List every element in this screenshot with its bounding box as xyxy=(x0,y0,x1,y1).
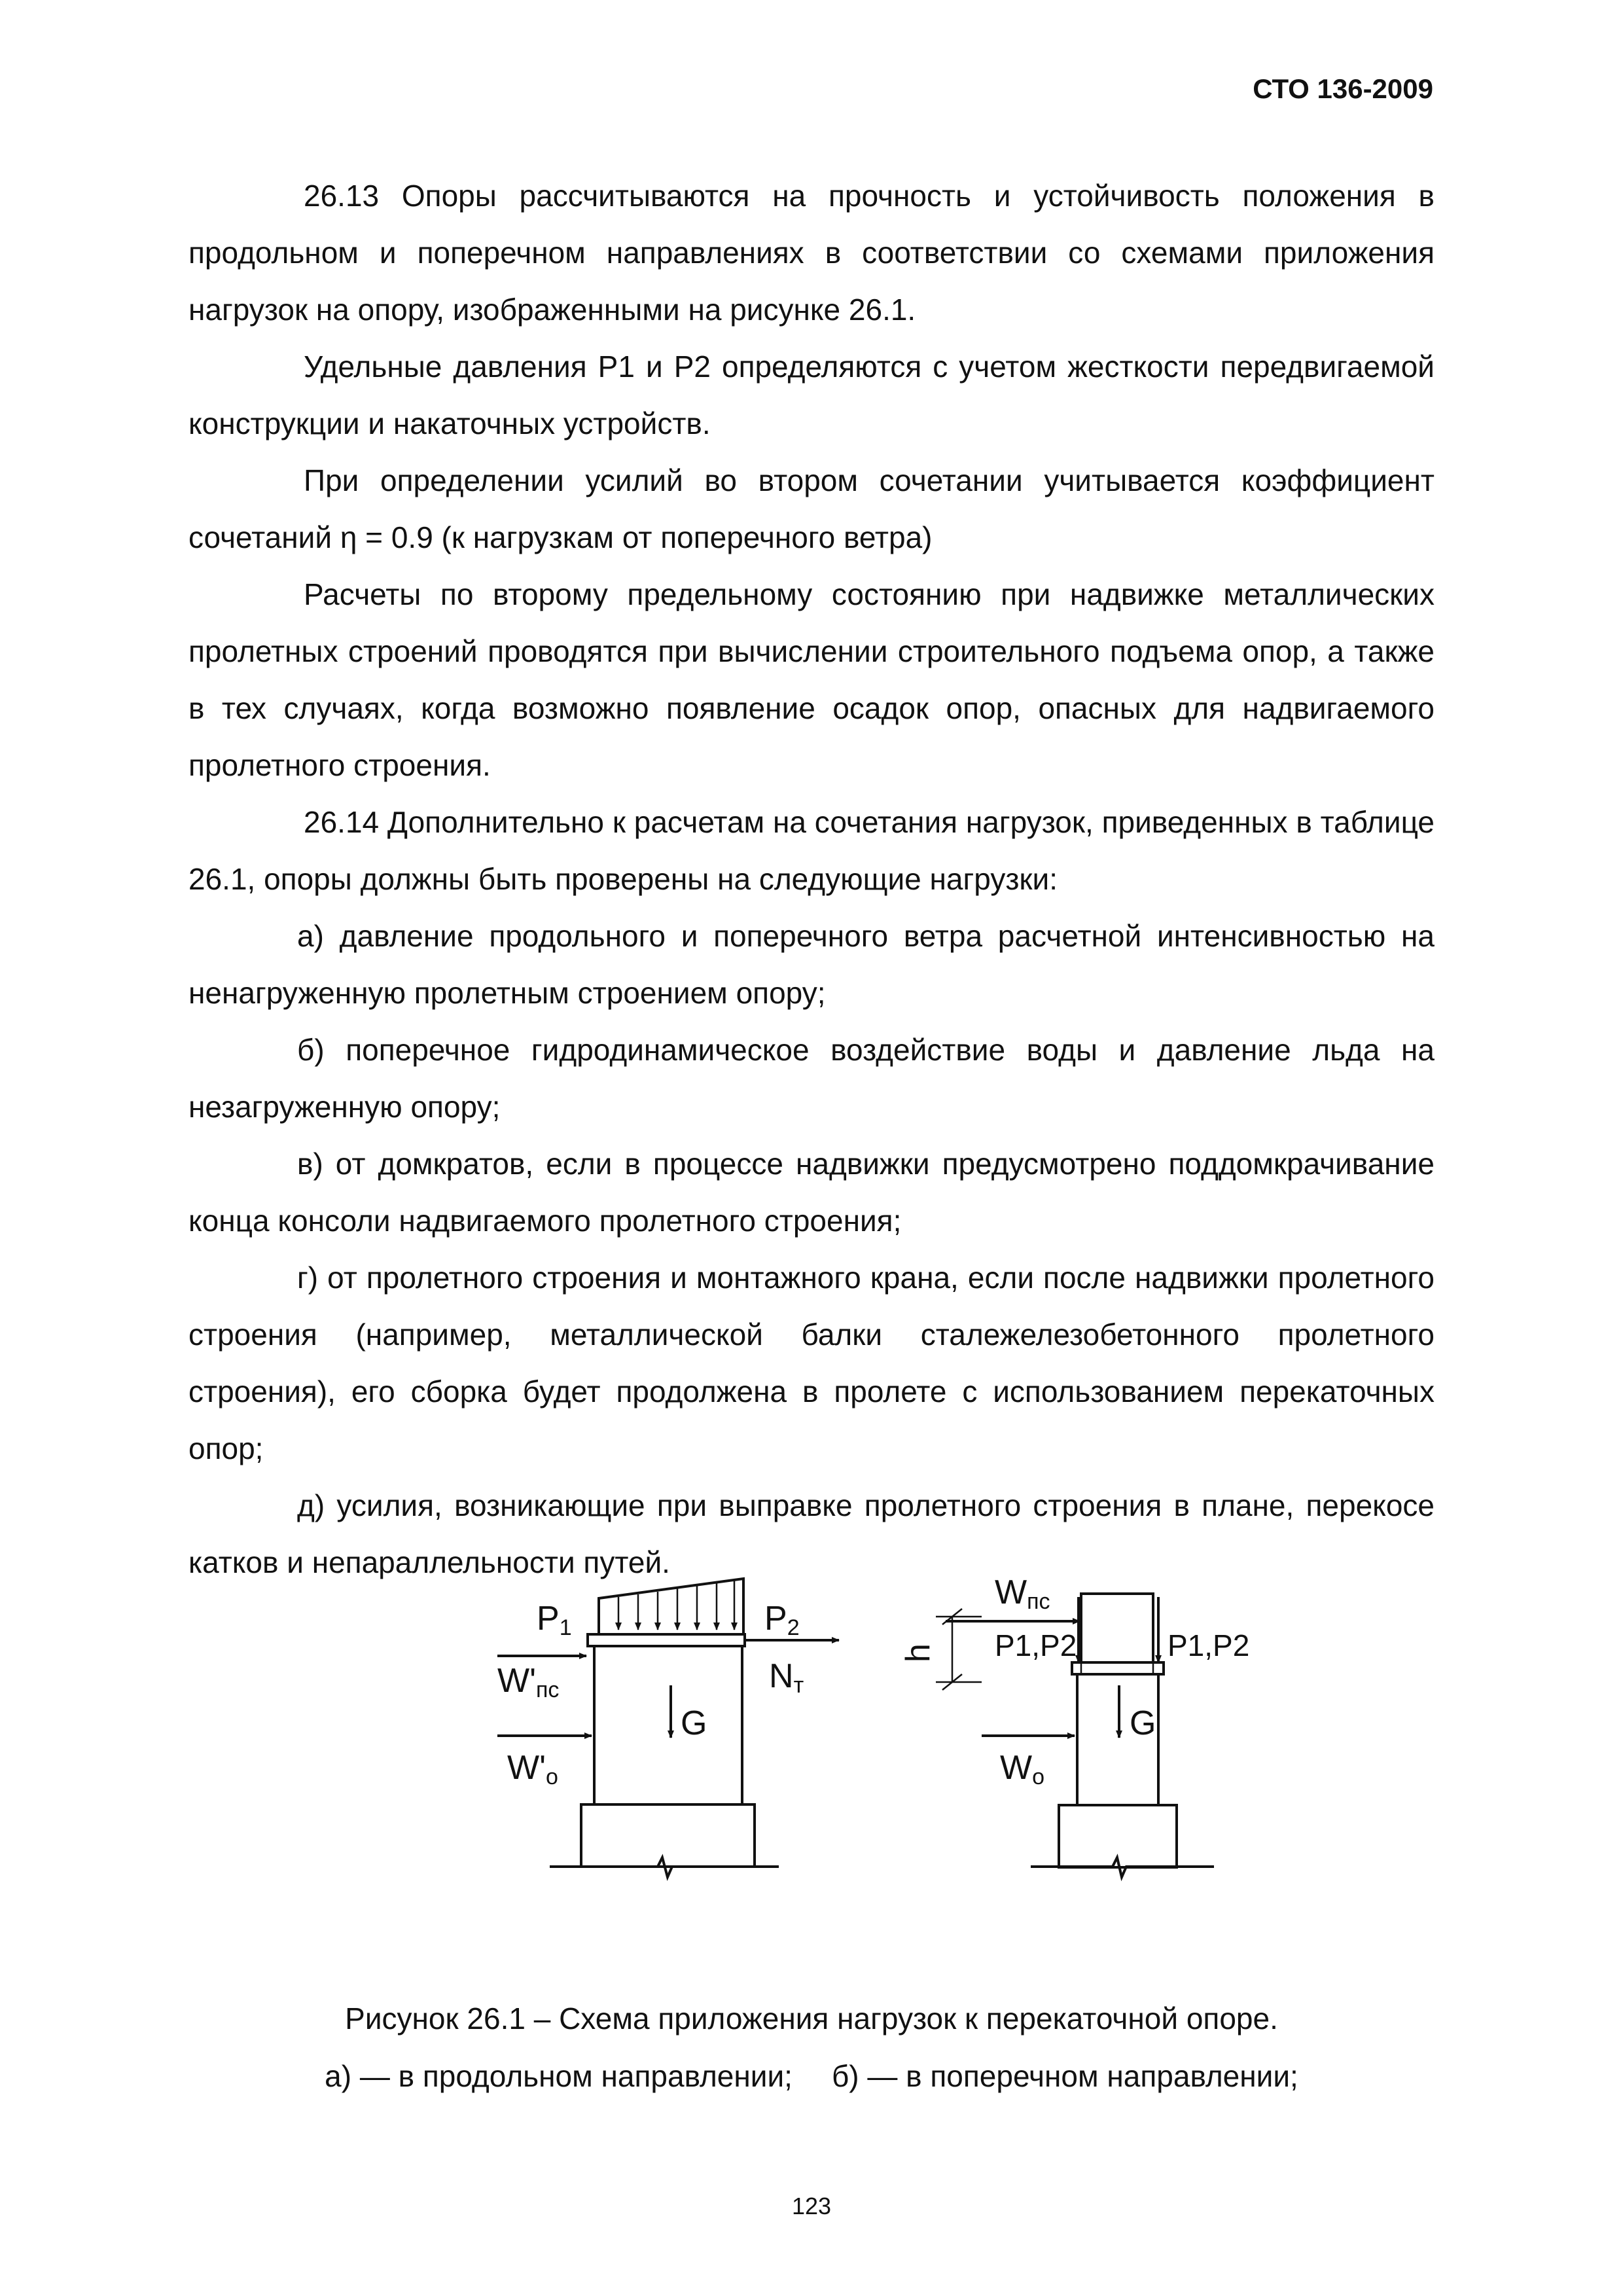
paragraph: При определении усилий во втором сочетании учитывается коэффициент сочетаний η = 0.9 (к нагрузкам от поперечного ветра) xyxy=(188,463,1435,554)
label-g-left: G xyxy=(681,1704,707,1742)
paragraph: 26.14 Дополнительно к расчетам на сочетания нагрузок, приведенных в таблице 26.1, опоры должны быть проверены на следующие нагрузки: xyxy=(188,805,1435,896)
caption-title: Рисунок 26.1 – Схема приложения нагрузок к перекаточной опоре. xyxy=(345,2001,1278,2036)
label-h: h xyxy=(899,1643,937,1662)
caption-sub-a: а) — в продольном направлении; xyxy=(325,2059,793,2093)
list-item: а) давление продольного и поперечного ветра расчетной интенсивностью на ненагруженную пролетным строением опору; xyxy=(188,919,1435,1010)
caption-sub-b: б) — в поперечном направлении; xyxy=(831,2059,1298,2093)
label-wo-prime: W'о xyxy=(507,1749,558,1789)
label-p2: P2 xyxy=(764,1600,800,1640)
foundation xyxy=(581,1804,755,1867)
label-p1: P1 xyxy=(537,1600,572,1640)
page-number: 123 xyxy=(791,2193,832,2219)
body-text xyxy=(188,168,1435,1591)
label-nt: Nт xyxy=(769,1657,804,1698)
paragraph: Расчеты по второму предельному состоянию при надвижке металлических пролетных строений проводятся при вычислении строительного подъема опор, а также в тех случаях, когда возможно появление осадок опор, опасных для надвигаемого пролетного строения. xyxy=(188,577,1435,782)
paragraph: Удельные давления Р1 и Р2 определяются с учетом жесткости передвигаемой конструкции и накаточных устройств. xyxy=(188,350,1435,440)
pier-body xyxy=(594,1646,742,1804)
rail-cap xyxy=(1072,1662,1164,1674)
paragraph: 26.13 Опоры рассчитываются на прочность и устойчивость положения в продольном и поперечном направлениях в соответствии со схемами приложения нагрузок на опору, изображенными на рисунке 26.1. xyxy=(188,179,1435,327)
document-code: СТО 136-2009 xyxy=(1253,73,1433,104)
girder xyxy=(1081,1594,1153,1662)
load-scheme-figure xyxy=(0,1571,1623,1990)
label-p12-left: P1,P2 xyxy=(995,1628,1077,1662)
list-item: д) усилия, возникающие при выправке пролетного строения в плане, перекосе катков и непараллельности путей. xyxy=(188,1488,1435,1579)
list-item: в) от домкратов, если в процессе надвижки предусмотрено поддомкрачивание конца консоли надвигаемого пролетного строения; xyxy=(188,1147,1435,1238)
figure-caption xyxy=(0,1990,1623,2105)
label-wpc: Wпс xyxy=(995,1573,1050,1614)
caption-subtitles xyxy=(0,2047,1623,2105)
ground-line xyxy=(550,1857,779,1877)
label-g-right: G xyxy=(1130,1704,1156,1742)
label-wpc-prime: W'пс xyxy=(497,1662,560,1702)
distributed-load-shape xyxy=(599,1579,743,1633)
label-wo: Wо xyxy=(1000,1749,1045,1789)
rail-cap xyxy=(588,1634,745,1646)
list-item: б) поперечное гидродинамическое воздействие воды и давление льда на незагруженную опору; xyxy=(188,1033,1435,1124)
label-p12-right: P1,P2 xyxy=(1168,1628,1250,1662)
list-item: г) от пролетного строения и монтажного крана, если после надвижки пролетного строения (например, металлической балки сталежелезобетонного пролетного строения), его сборка будет продолжена в пролете с использованием перекаточных опор; xyxy=(188,1261,1435,1465)
